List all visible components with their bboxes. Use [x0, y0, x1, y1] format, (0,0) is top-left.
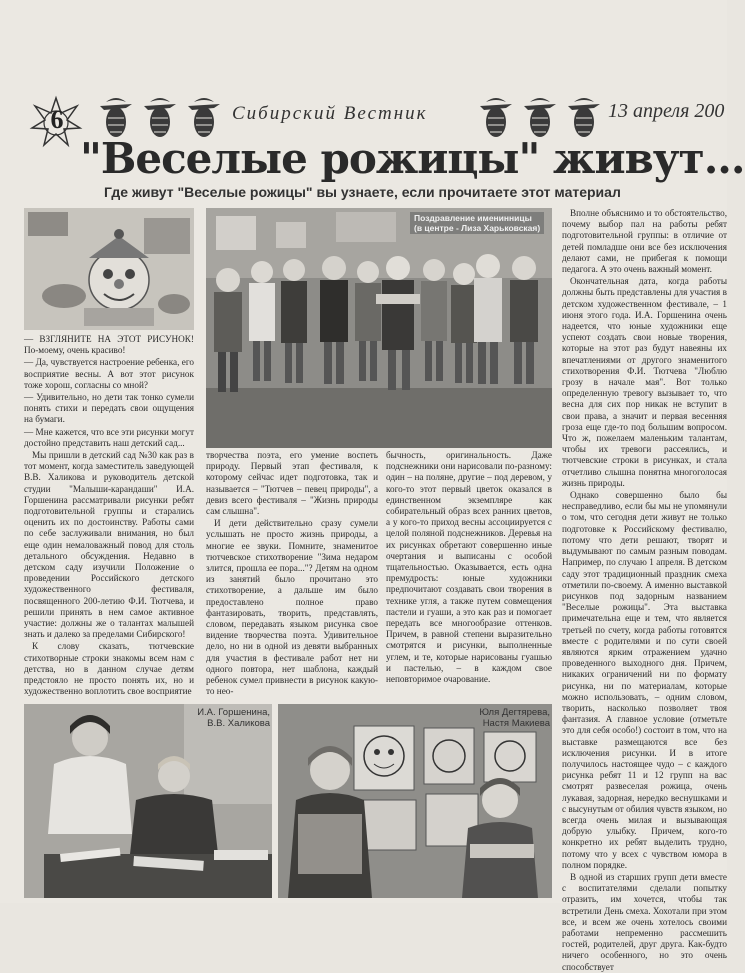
caption-line: И.А. Горшенина,: [197, 707, 270, 718]
clown-drawing-icon: [24, 208, 194, 330]
caption-line: Юля Дегтярева,: [479, 707, 550, 718]
caption-line: Настя Макиева: [482, 718, 550, 729]
children-drawing-photo: [24, 208, 194, 330]
paragraph: — Мне кажется, что все эти рисунки могут достойно представить наш детский сад...: [24, 426, 194, 448]
paragraph: К слову сказать, тютчевские стихотворные строки знакомы всем нам с детства, но в данном случае детям предстояло не просто понять их, но и художественно воплотить свое восприятие: [24, 641, 194, 697]
teachers-photo-caption: [150, 707, 270, 729]
issue-date: 13 апреля 200: [608, 100, 725, 122]
page-number: 6: [50, 105, 64, 134]
two-teachers-icon: [24, 704, 272, 898]
caption-line: (в центре - Лиза Харьковская): [414, 223, 541, 233]
article-headline: "Веселые рожицы" живут...: [80, 134, 745, 183]
paragraph: творчества поэта, его умение воспеть природу. Первый этап фестиваля, к которому сейчас идет подготовка, так и называется – "Тютчев – певец природы", а девиз всего фестиваля – "Жизнь природы сам слышна".: [206, 450, 378, 517]
girls-photo-caption: [432, 707, 550, 729]
teachers-photo: [24, 704, 272, 898]
paragraph: бычность, оригинальность. Даже подснежники они нарисовали по-разному: один – на поляне, другие – под деревом, у кого-то этот первый цветок оказался в единственном экземпляре как собирательный образ всех ранних цветов, а у кого-то приход весны ассоциируется с целой поляной подснежников. Деревья на их рисунках обретают совершенно иные очертания и выписаны с особой тщательностью. Оказывается, есть одна премудрость: юные художники предпочитают создавать свои творения в технике угля, а также путем совмещения пастели и гуаши, а это как раз и помогает передать все многообразие оттенков. Причем, в равной степени выразительно смотрятся и рисунки, выполненные углем, и те, которые нарисованы гуашью и пастелью, – в каждом свое неповторимое очарование.: [386, 450, 552, 685]
children-group-icon: [206, 208, 552, 448]
group-photo: [206, 208, 552, 448]
article-column-4: [562, 208, 727, 972]
paragraph: Однако совершенно было бы несправедливо, если бы мы не упомянули о том, что сегодня дети живут не только подготовке к Российскому фестивалю, потому что дети решают, творят и выдумывают по самым разным поводам. Например, по случаю 1 апреля. В детском саду этот традиционный праздник смеха отметили по-своему. А именно выставкой рисунков под задорным названием "Веселые рожицы". Эта выставка примечательна еще и тем, что является третьей по счету, когда работы готовятся вместе с родителями и по сути своей являются ярким отражением удачно проведенного выходного дня. Причем, никаких ограничений ни по формату рисунка, ни по материалам, которые можно использовать, – одним словом, творить, насколько позволяет твоя фантазия. А главное условие (отметьте это для себя особо!) состоит в том, что на выставке размещаются все без исключения рисунки. И в итоге получилось настоящее чудо – с каждого рисунка ребят 11 и 12 групп на вас смотрят развеселая рожица, очень лукавая, задорная, нередко веснушками и с высунутым от обилия чувств языком, но всегда очень милая и вызывающая добрую улыбку. Причем, кого-то конкретно их ребят выделить трудно, потому что у всех с чувством юмора в полном порядке.: [562, 490, 727, 870]
group-photo-caption: [410, 212, 544, 234]
paragraph: — Да, чувствуется настроение ребенка, его восприятие весны. А вот этот рисунок тоже хорош, согласны со мной?: [24, 357, 194, 390]
caption-line: Поздравление именинницы: [414, 213, 532, 223]
pine-cones-decoration-right-icon: [476, 92, 604, 140]
paragraph: Мы пришли в детский сад №30 как раз в тот момент, когда заместитель заведующей В.В. Халикова и руководитель детской студии "Малыши-карандаши" И.А. Горшенина рассматривали рисунки ребят подготовительной группы и старались оценить их по достоинству. Работы сами по себе заслуживали внимания, но был еще один немаловажный повод для столь детального обсуждения. Недавно в детском саду изучили Положение о проведении Российского детского художественного фестиваля, посвященного 200-летию Ф.И. Тютчева, и решили принять в нем самое активное участие: должны же о талантах малышей знать и далеко за пределами Сибирского!: [24, 450, 194, 640]
article-column-3: [386, 450, 552, 685]
paragraph: И дети действительно сразу сумели услышать не просто жизнь природы, а многие ее звуки. Помните, знаменитое тютчевское стихотворение "Зима недаром злится, прошла ее пора..."? Детям на одном из занятий было прочитано это стихотворение, а дальше им было предоставлено полное право фантазировать, творить, представлять, словом, передавать языком рисунка свое видение творчества поэта. Удивительное дело, но ни в одной из девяти выбранных для участия в фестивале работ нет ни одного повтора, нет шаблона, каждый ребенок сумел привнести в рисунок какую-то нео-: [206, 518, 378, 697]
paragraph: Окончательная дата, когда работы должны быть представлены для участия в детском художественном фестивале, – 1 июня этого года. И.А. Горшенина очень надеется, что юные художники еще успеют создать свои новые творения, которые на этот раз будут навеяны их впечатлениями от другого знаменитого стихотворения Ф.И. Тютчева "Люблю грозу в начале мая". Вот только определенную тревогу вызывает то, что весна для сих пор никак не вступит в свои права, а значит и первая весенняя гроза еще где-то под большим вопросом. Что ж, пожелаем маленьким талантам, чтобы их тревоги рассеялись, и тютчевские строки в рисунках, и стала отчетливо слышна понятна многоголосая жизнь природы.: [562, 276, 727, 488]
paragraph: — ВЗГЛЯНИТЕ НА ЭТОТ РИСУНОК! По-моему, очень красиво!: [24, 334, 194, 356]
paragraph: — Удивительно, но дети так тонко сумели понять стихи и передать свои ощущения на бумаги.: [24, 392, 194, 425]
pine-cones-decoration-left-icon: [96, 92, 224, 140]
article-column-1: [24, 334, 194, 697]
paragraph: В одной из старших групп дети вместе с воспитателями сделали попытку отразить, им хочется, чтобы так встретили День смеха. Хохотали при этом все, и всем же очень хотелось своими работами непременно рассмешить гостей, родителей, друг друга. Как-будто ничего особенного, но это очень способствует: [562, 871, 727, 972]
caption-line: В.В. Халикова: [207, 718, 270, 729]
article-column-2: [206, 450, 378, 697]
newspaper-name: Сибирский Вестник: [232, 103, 428, 124]
girls-and-drawings-icon: [278, 704, 552, 898]
paragraph: Вполне объяснимо и то обстоятельство, почему выбор пал на работы ребят подготовительной группы: в отличие от детей помладше они все без исключения делают сами, не прибегая к помощи педагога. А это очень важный момент.: [562, 208, 727, 275]
article-subhead: Где живут "Веселые рожицы" вы узнаете, если прочитаете этот материал: [104, 184, 621, 200]
girls-with-drawings-photo: [278, 704, 552, 898]
